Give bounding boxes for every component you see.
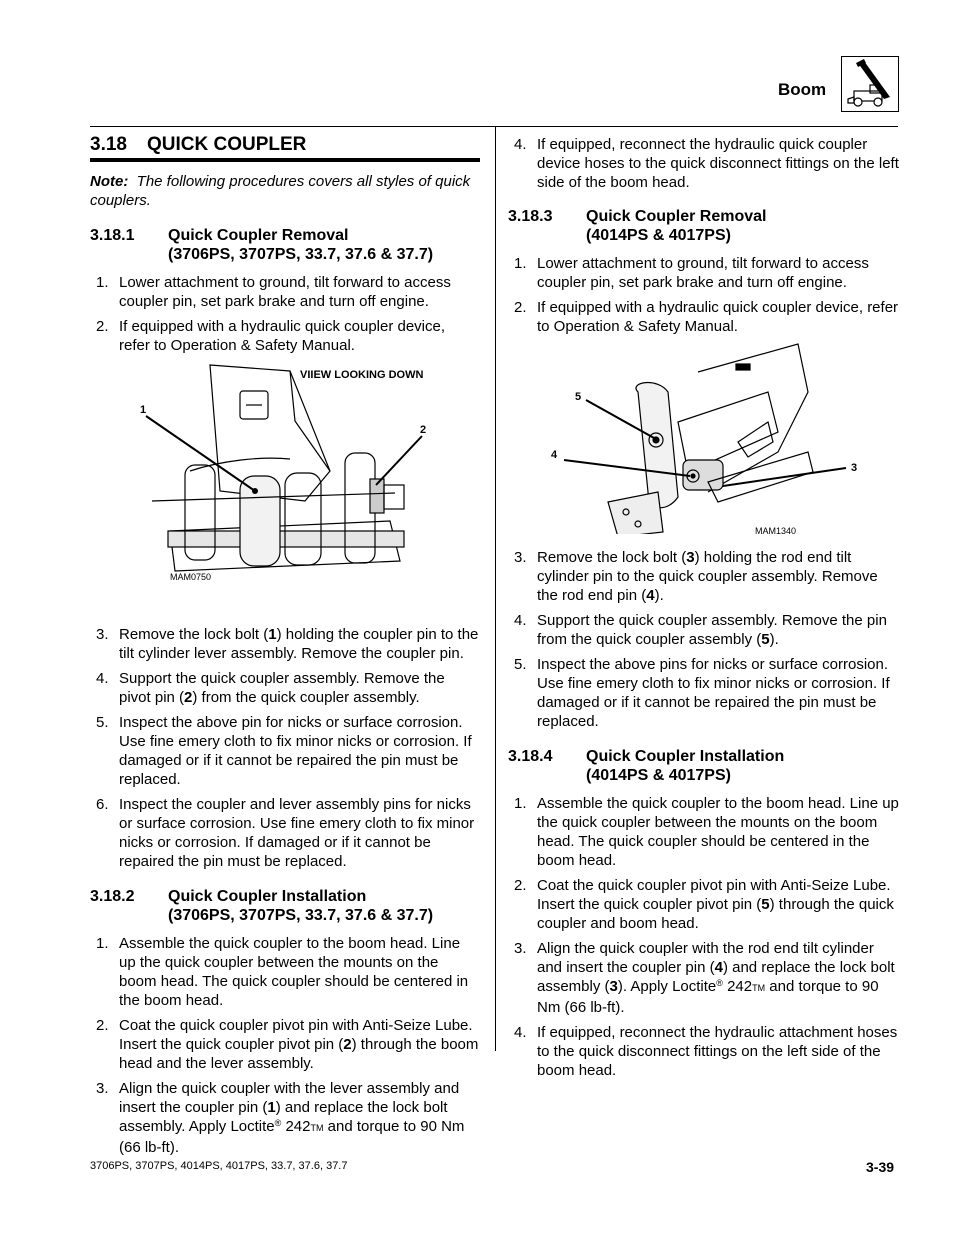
quick-coupler-illustration (90, 361, 480, 607)
step-number: 2. (96, 1017, 109, 1034)
section-number: 3.18 (90, 134, 127, 155)
step-text: Support the quick coupler assembly. Remove the pin from the quick coupler assembly (5). (537, 612, 887, 648)
subsection-models: (4014PS & 4017PS) (586, 767, 731, 784)
steps-list (508, 548, 900, 731)
step-number: 5. (96, 714, 109, 731)
subsection-heading-3-18-3 (508, 207, 900, 245)
step-number: 6. (96, 796, 109, 813)
step-number: 3. (96, 1080, 109, 1097)
subsection-heading-3-18-4 (508, 747, 900, 785)
subsection-title: Quick Coupler Installation (168, 888, 367, 905)
step-text: Inspect the above pin for nicks or surface corrosion. Use fine emery cloth to fix minor nicks or corrosion. If damaged or if it cannot be repaired the pin must be replaced. (119, 714, 472, 788)
step-number: 4. (514, 612, 527, 629)
list-item (508, 611, 900, 649)
list-item (90, 317, 480, 355)
left-column (90, 133, 480, 1163)
step-text: If equipped with a hydraulic quick coupler device, refer to Operation & Safety Manual. (119, 318, 446, 354)
step-number: 5. (514, 656, 527, 673)
subsection-title: Quick Coupler Installation (586, 748, 785, 765)
step-number: 3. (96, 626, 109, 643)
list-item (90, 273, 480, 311)
section-heading (90, 133, 480, 162)
figure-caption: VIIEW LOOKING DOWN (300, 369, 424, 381)
boom-head-illustration (508, 342, 900, 534)
step-number: 3. (514, 940, 527, 957)
steps-list (90, 273, 480, 355)
step-text: Lower attachment to ground, tilt forward to access coupler pin, set park brake and turn off engine. (537, 255, 869, 291)
list-item (90, 1079, 480, 1157)
callout-5: 5 (575, 391, 582, 403)
subsection-number: 3.18.3 (508, 208, 553, 225)
note-label: Note: (90, 173, 129, 190)
step-number: 4. (514, 136, 527, 153)
step-text: Remove the lock bolt (1) holding the coupler pin to the tilt cylinder lever assembly. Remove the coupler pin. (119, 626, 479, 662)
list-item (508, 548, 900, 605)
steps-list (90, 934, 480, 1157)
step-text: Assemble the quick coupler to the boom head. Line up the quick coupler between the mounts on the boom head. The quick coupler should be centered in the boom head. (119, 935, 469, 1009)
step-number: 1. (96, 274, 109, 291)
step-text: If equipped, reconnect the hydraulic attachment hoses to the quick disconnect fittings on the left side of the boom head. (537, 1024, 898, 1079)
list-item (508, 655, 900, 731)
step-text: Assemble the quick coupler to the boom head. Line up the quick coupler between the mounts on the boom head. The quick coupler should be centered in the boom head. (537, 795, 899, 869)
step-number: 1. (96, 935, 109, 952)
list-item (90, 713, 480, 789)
step-number: 2. (514, 877, 527, 894)
step-number: 3. (514, 549, 527, 566)
subsection-models: (3706PS, 3707PS, 33.7, 37.6 & 37.7) (168, 246, 434, 263)
step-text: Align the quick coupler with the lever assembly and insert the coupler pin (1) and replace the lock bolt assembly. Apply Loctite® 242TM and torque to 90 Nm (66 lb-ft). (119, 1080, 465, 1156)
step-text: Remove the lock bolt (3) holding the rod end tilt cylinder pin to the quick coupler assembly. Remove the rod end pin (4). (537, 549, 878, 604)
list-item (90, 669, 480, 707)
step-text: Support the quick coupler assembly. Remove the pivot pin (2) from the quick coupler assembly. (119, 670, 445, 706)
steps-list (508, 794, 900, 1080)
subsection-heading-3-18-1 (90, 226, 480, 264)
note (90, 172, 480, 210)
header-rule (90, 126, 898, 127)
step-number: 4. (514, 1024, 527, 1041)
column-divider (495, 126, 496, 1051)
step-number: 4. (96, 670, 109, 687)
page-number: 3-39 (866, 1159, 895, 1175)
figure-coupler-view-down (90, 361, 480, 607)
list-item (508, 876, 900, 933)
figure-code: MAM1340 (755, 526, 797, 536)
figure-code: MAM0750 (170, 572, 212, 582)
list-item (90, 795, 480, 871)
callout-1: 1 (140, 404, 147, 416)
list-item (90, 1016, 480, 1073)
subsection-heading-3-18-2 (90, 887, 480, 925)
list-item (508, 254, 900, 292)
subsection-number: 3.18.2 (90, 888, 135, 905)
step-text: Align the quick coupler with the rod end tilt cylinder and insert the coupler pin (4) and replace the lock bolt assembly (3). Apply Loctite® 242TM and torque to 90 Nm (66 lb-ft). (537, 940, 895, 1016)
step-text: Inspect the coupler and lever assembly pins for nicks or surface corrosion. Use fine emery cloth to fix minor nicks or corrosion. If damaged or if it cannot be repaired the pin must be replaced. (119, 796, 475, 870)
steps-list (508, 135, 900, 192)
list-item (508, 1023, 900, 1080)
subsection-number: 3.18.1 (90, 227, 135, 244)
header-title: Boom (778, 80, 827, 99)
steps-list (508, 254, 900, 336)
list-item (508, 794, 900, 870)
subsection-title: Quick Coupler Removal (168, 227, 349, 244)
subsection-title: Quick Coupler Removal (586, 208, 767, 225)
step-text: If equipped, reconnect the hydraulic quick coupler device hoses to the quick disconnect fittings on the left side of the boom head. (537, 136, 899, 191)
list-item (90, 625, 480, 663)
callout-3: 3 (851, 462, 858, 474)
callout-4: 4 (551, 449, 558, 461)
right-column (508, 135, 900, 1086)
list-item (508, 939, 900, 1017)
boom-section-icon (841, 56, 899, 112)
subsection-number: 3.18.4 (508, 748, 553, 765)
step-text: Inspect the above pins for nicks or surface corrosion. Use fine emery cloth to fix minor nicks or corrosion. If damaged or if it cannot be repaired the pin must be replaced. (537, 656, 890, 730)
step-number: 1. (514, 795, 527, 812)
subsection-models: (3706PS, 3707PS, 33.7, 37.6 & 37.7) (168, 907, 434, 924)
section-title: QUICK COUPLER (147, 134, 307, 155)
subsection-models: (4014PS & 4017PS) (586, 227, 731, 244)
step-text: Lower attachment to ground, tilt forward to access coupler pin, set park brake and turn off engine. (119, 274, 451, 310)
step-number: 2. (514, 299, 527, 316)
list-item (90, 934, 480, 1010)
footer-models: 3706PS, 3707PS, 4014PS, 4017PS, 33.7, 37.6, 37.7 (90, 1160, 348, 1172)
step-text: Coat the quick coupler pivot pin with Anti-Seize Lube. Insert the quick coupler pivot pin (2) through the boom head and the lever assembly. (119, 1017, 479, 1072)
figure-boom-head-coupler (508, 342, 900, 534)
list-item (508, 135, 900, 192)
step-number: 2. (96, 318, 109, 335)
list-item (508, 298, 900, 336)
step-text: If equipped with a hydraulic quick coupler device, refer to Operation & Safety Manual. (537, 299, 899, 335)
callout-2: 2 (420, 424, 427, 436)
step-number: 1. (514, 255, 527, 272)
steps-list (90, 625, 480, 871)
note-text: The following procedures covers all styles of quick couplers. (90, 173, 471, 209)
step-text: Coat the quick coupler pivot pin with Anti-Seize Lube. Insert the quick coupler pivot pin (5) through the quick coupler and boom head. (537, 877, 894, 932)
